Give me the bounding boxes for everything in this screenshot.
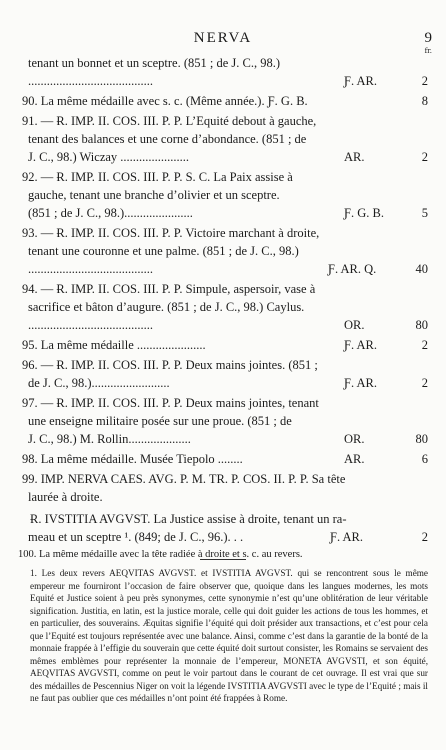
entry-line: meau et un sceptre ¹. (849; de J. C., 96.). . . Ƒ. AR. 2 xyxy=(28,530,428,544)
entry-line: 91. — Ɍ. IMP. II. COS. III. P. P. L’Equité debout à gauche, xyxy=(22,114,317,128)
entry-line: 92. — Ɍ. IMP. II. COS. III. P. P. S. C. La Paix assise à xyxy=(22,170,293,184)
entry-line: 98. La même médaille. Musée Tiepolo ........ AR. 6 xyxy=(22,452,428,466)
entry-line: 100. La même médaille avec la tête radiée à droite et s. c. au revers. xyxy=(18,549,303,560)
running-title: NERVA xyxy=(193,30,253,46)
price-unit-label: fr. xyxy=(424,47,432,55)
entry-line: laurée à droite. xyxy=(28,490,103,504)
footnote-rule xyxy=(200,559,246,560)
entry-line: 93. — Ɍ. IMP. II. COS. III. P. P. Victoire marchant à droite, xyxy=(22,226,320,240)
entry-line: ........................................ Ƒ. AR. Q. 40 xyxy=(28,262,428,276)
entry-line: 95. La même médaille ...................... Ƒ. AR. 2 xyxy=(22,338,428,352)
page-header xyxy=(0,30,446,54)
entry-line: 94. — Ɍ. IMP. II. COS. III. P. P. Simpule, aspersoir, vase à xyxy=(22,282,316,296)
entry-line: ........................................ OR. 80 xyxy=(28,318,428,332)
entry-line: tenant des balances et une corne d’abondance. (851 ; de xyxy=(28,132,307,146)
page-number: 9 xyxy=(424,30,432,46)
footnote-text: 1. Les deux revers AEQVITAS AVGVST. et IVSTITIA AVGVST. qui se rencontrent sous le même empereur me fourniront l’occasion de faire observer que, quoique dans les langues modernes, les mots Equité et Justice soient à peu près synonymes, cette synonymie n’est qu’une oblitération de leur véritable signification. Justitia, en latin, est la justice morale, celle qui doit guider les actions de tous les hommes, et en particulier, des souverains. Æquitas signifie l’équité qui doit présider aux transactions, et c’est pour cela que l’Equité est toujours représentée avec une balance. Ainsi, comme c’est dans la garantie de la bonté de la monnaie frappée à l’effigie du souverain que cette équité doit surtout consister, les Romains se servaient des mêmes emblèmes pour représenter la monnaie de l’empereur, MONETA AVGVSTI, et son équité, AEQVITAS AVGVSTI, comme on peut le voir partout dans le courant de cet ouvrage. Il est vrai que sur des médailles de Pescennius Niger on voit la légende IVSTITIA AVGVSTI avec le type de l’Equité ; mais il ne faut pas oublier que ces médailles n’ont point été frappées à Rome. xyxy=(30,568,428,703)
entry-line: tenant un bonnet et un sceptre. (851 ; de J. C., 98.) xyxy=(28,56,281,70)
entry-line: ........................................ Ƒ. AR. 2 xyxy=(28,74,428,88)
entry-line: 90. La même médaille avec s. c. (Même année.). Ƒ. G. B. 8 xyxy=(22,94,428,108)
entry-line: 97. — Ɍ. IMP. II. COS. III. P. P. Deux mains jointes, tenant xyxy=(22,396,319,410)
entry-line: sacrifice et bâton d’augure. (851 ; de J. C., 98.) Caylus. xyxy=(28,300,305,314)
entry-line: Ɍ. IVSTITIA AVGVST. La Justice assise à droite, tenant un ra- xyxy=(30,512,347,526)
entry-line: tenant une couronne et une palme. (851 ; de J. C., 98.) xyxy=(28,244,299,258)
entry-line: J. C., 98.) M. Rollin.................... OR. 80 xyxy=(28,432,428,446)
entry-line: (851 ; de J. C., 98.)...................... Ƒ. G. B. 5 xyxy=(28,206,428,220)
entry-line: 99. IMP. NERVA CAES. AVG. P. M. TR. P. COS. II. P. P. Sa tête xyxy=(22,472,346,486)
entry-line: gauche, tenant une branche d’olivier et un sceptre. xyxy=(28,188,280,202)
entry-line: une enseigne militaire posée sur une proue. (851 ; de xyxy=(28,414,292,428)
entry-line: de J. C., 98.)......................... Ƒ. AR. 2 xyxy=(28,376,428,390)
entry-line: J. C., 98.) Wiczay ...................... AR. 2 xyxy=(28,150,428,164)
footnote xyxy=(30,567,428,705)
entry-line: 96. — Ɍ. IMP. II. COS. III. P. P. Deux mains jointes. (851 ; xyxy=(22,358,318,372)
